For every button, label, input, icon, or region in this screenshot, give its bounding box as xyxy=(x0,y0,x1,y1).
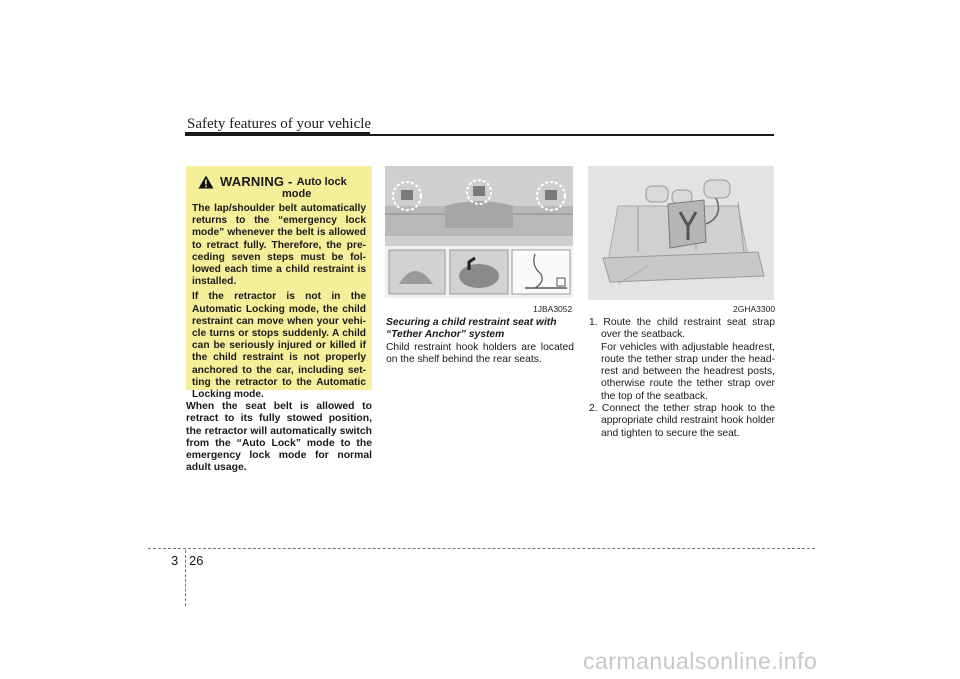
tether-anchor-figure xyxy=(385,166,573,298)
warning-paragraph-1: The lap/shoulder belt automatically returns to the “emergency lock mode” whenever the belt is allowed to retract fully. Therefore, the pre-ceding seven steps must be fol-lowed each time a child restraint is installed. xyxy=(192,203,366,288)
page-header-title: Safety features of your vehicle xyxy=(187,116,372,132)
footer-rule xyxy=(148,548,815,549)
section-body: Child restraint hook holders are located on the shelf behind the rear seats. xyxy=(386,342,574,366)
warning-subtitle: Auto lock xyxy=(296,176,347,188)
section-title xyxy=(386,317,576,341)
header-rule xyxy=(185,134,774,136)
auto-lock-note: When the seat belt is allowed to retract to its fully stowed position, the retractor will automatically switch from the “Auto Lock” mode to the emergency lock mode for normal adult usage. xyxy=(186,401,372,474)
figure-2-label: 2GHA3300 xyxy=(733,304,776,314)
step-1: 1. Route the child restraint seat strap over the seatback. xyxy=(589,317,775,341)
rear-shelf-illustration xyxy=(385,166,573,298)
section-title-line-2: “Tether Anchor” system xyxy=(386,329,505,340)
warning-title: WARNING - xyxy=(220,174,293,189)
section-title-line-1: Securing a child restraint seat with xyxy=(386,317,557,328)
watermark: carmanualsonline.info xyxy=(583,648,818,674)
step-2: 2. Connect the tether strap hook to the appropriate child restraint hook holder and tighten to secure the seat. xyxy=(589,403,775,439)
warning-paragraph-2: If the retractor is not in the Automatic Locking mode, the child restraint can move when your vehi-cle turns or stops suddenly. A child can be seriously injured or killed if the child restraint is not properly anchored to the car, including set-ting the retractor to the Automatic Locking mode. xyxy=(192,291,366,401)
steps-list xyxy=(589,317,775,440)
chapter-number: 3 xyxy=(171,553,179,568)
warning-heading xyxy=(198,174,366,189)
step-1-sub: For vehicles with adjustable headrest, route the tether strap under the head-rest and between the headrest posts, otherwise route the tether strap over the top of the seatback. xyxy=(601,341,775,402)
warning-box xyxy=(186,166,372,401)
child-seat-illustration xyxy=(588,166,774,300)
footer-divider xyxy=(185,550,186,606)
rear-seat-figure xyxy=(588,166,774,300)
warning-triangle-icon xyxy=(198,175,214,189)
page-number: 26 xyxy=(189,553,204,568)
warning-subtitle-cont: mode xyxy=(282,188,312,200)
figure-1-label: 1JBA3052 xyxy=(533,304,573,314)
